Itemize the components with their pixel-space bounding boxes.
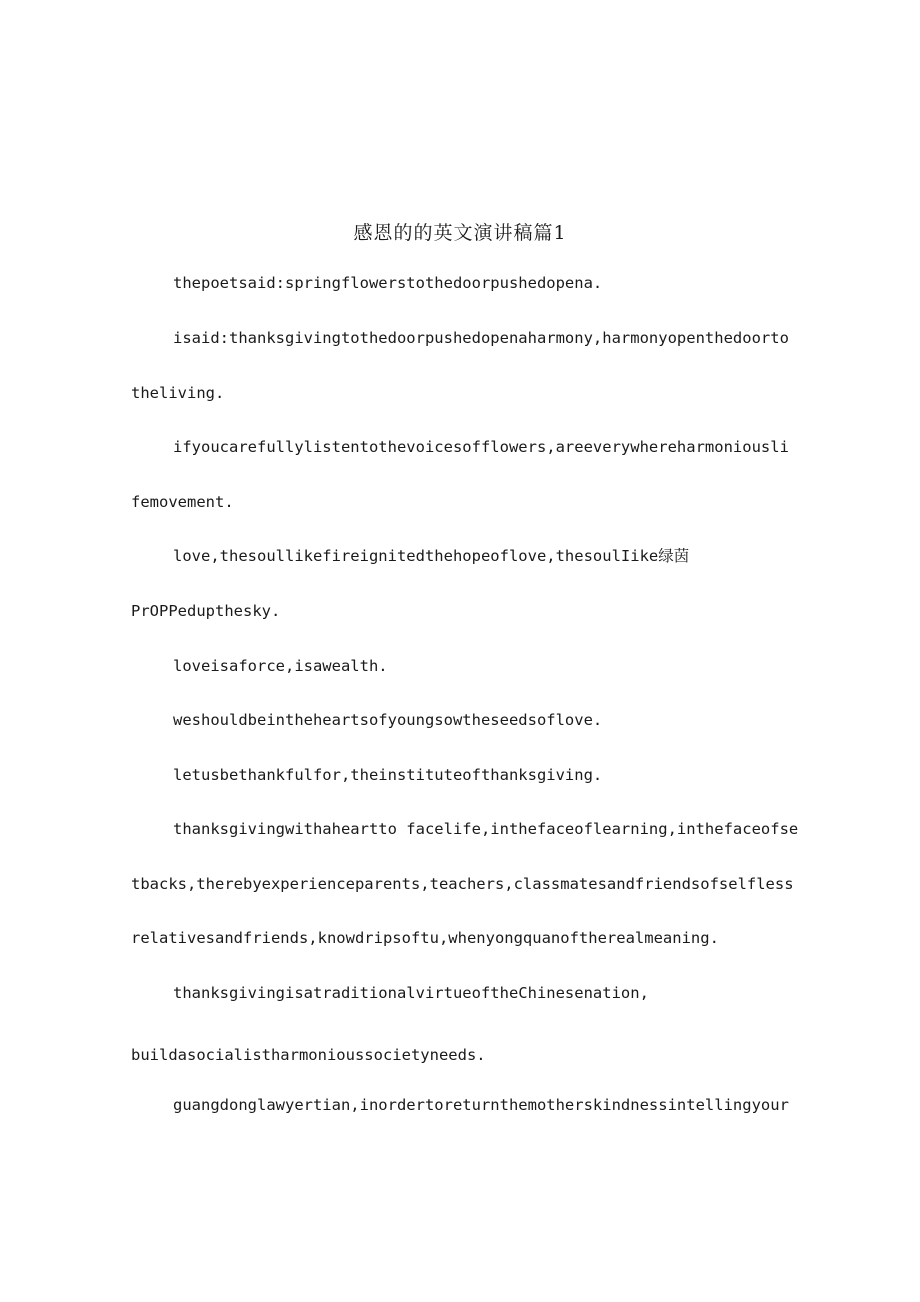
paragraph-line: thepoetsaid:springflowerstothedoorpushedopena. <box>173 274 603 292</box>
paragraph-line: letusbethankfulfor,theinstituteofthanksgiving. <box>173 766 603 784</box>
paragraph-line: love,thesoullikefireignitedthehopeoflove,thesoulIike绿茵 <box>173 547 690 565</box>
paragraph-line: ifyoucarefullylistentothevoicesofflowers,areeverywhereharmoniousli <box>173 438 789 456</box>
document-title: 感恩的的英文演讲稿篇1 <box>353 222 567 244</box>
paragraph-line: weshouldbeintheheartsofyoungsowtheseedsoflove. <box>173 711 603 729</box>
paragraph-line: isaid:thanksgivingtothedoorpushedopenaharmony,harmonyopenthedoorto <box>173 329 789 347</box>
paragraph-line: guangdonglawyertian,inordertoreturnthemotherskindnessintellingyour <box>173 1096 789 1114</box>
paragraph-line: loveisaforce,isawealth. <box>173 657 388 675</box>
paragraph-line: femovement. <box>131 493 234 511</box>
paragraph-line: thanksgivingisatraditionalvirtueoftheChinesenation, <box>173 984 649 1002</box>
paragraph-line: PrOPPedupthesky. <box>131 602 281 620</box>
paragraph-line: relativesandfriends,knowdripsoftu,whenyongquanoftherealmeaning. <box>131 929 719 947</box>
paragraph-line: thanksgivingwithaheartto facelife,inthefaceoflearning,inthefaceofse <box>173 820 799 838</box>
paragraph-line: theliving. <box>131 384 225 402</box>
paragraph-line: buildasocialistharmonioussocietyneeds. <box>131 1046 486 1064</box>
paragraph-line: tbacks,therebyexperienceparents,teachers,classmatesandfriendsofselfless <box>131 875 794 893</box>
